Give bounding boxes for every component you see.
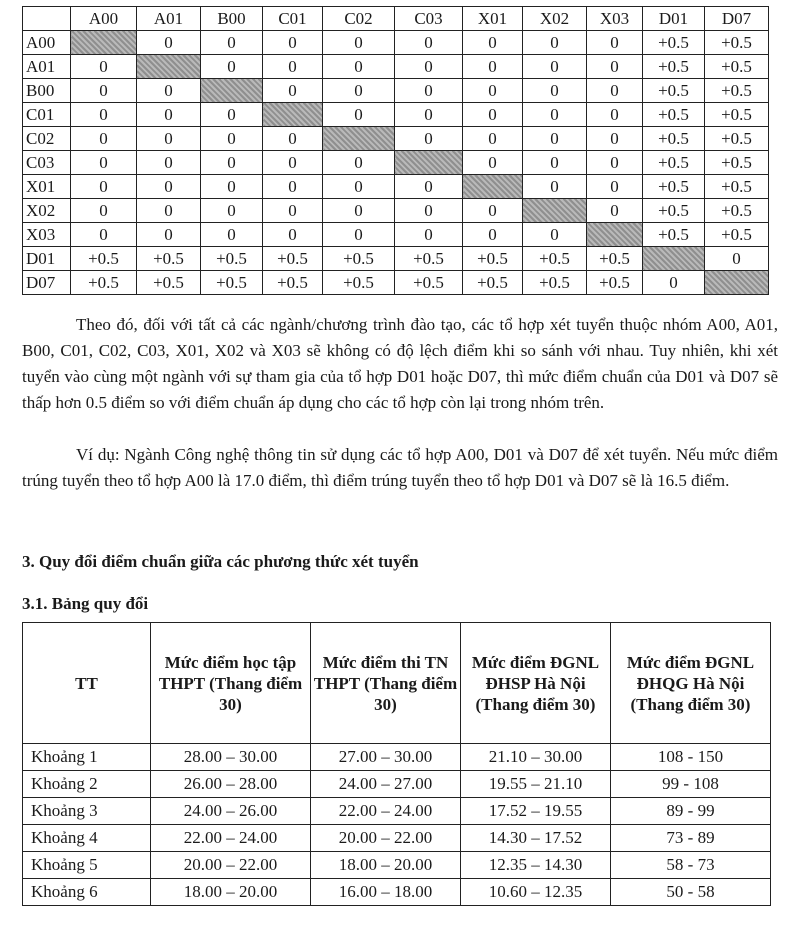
matrix-diagonal-cell <box>263 103 323 127</box>
matrix-cell: +0.5 <box>705 175 769 199</box>
matrix-cell: +0.5 <box>705 31 769 55</box>
matrix-row <box>23 151 769 175</box>
matrix-cell: +0.5 <box>463 247 523 271</box>
matrix-corner-cell <box>23 7 71 31</box>
score-range-cell: 73 - 89 <box>611 825 771 852</box>
matrix-cell: 0 <box>463 223 523 247</box>
conversion-header-row <box>23 623 771 744</box>
range-label-cell: Khoảng 6 <box>23 879 151 906</box>
matrix-cell: 0 <box>395 223 463 247</box>
matrix-cell: +0.5 <box>643 199 705 223</box>
matrix-cell: 0 <box>323 55 395 79</box>
matrix-header-row <box>23 7 769 31</box>
matrix-diagonal-cell <box>587 223 643 247</box>
matrix-cell: 0 <box>323 79 395 103</box>
matrix-cell: 0 <box>523 175 587 199</box>
matrix-cell: 0 <box>137 31 201 55</box>
matrix-cell: 0 <box>395 175 463 199</box>
score-range-cell: 10.60 – 12.35 <box>461 879 611 906</box>
matrix-cell: 0 <box>71 175 137 199</box>
score-range-cell: 21.10 – 30.00 <box>461 744 611 771</box>
matrix-cell: +0.5 <box>705 199 769 223</box>
matrix-cell: +0.5 <box>137 247 201 271</box>
matrix-cell: 0 <box>263 199 323 223</box>
score-range-cell: 18.00 – 20.00 <box>311 852 461 879</box>
matrix-cell: 0 <box>201 175 263 199</box>
matrix-cell: +0.5 <box>323 271 395 295</box>
matrix-cell: +0.5 <box>71 247 137 271</box>
matrix-cell: 0 <box>587 151 643 175</box>
matrix-row-header: A00 <box>23 31 71 55</box>
score-range-cell: 89 - 99 <box>611 798 771 825</box>
conversion-column-header: Mức điểm ĐGNL ĐHQG Hà Nội (Thang điểm 30) <box>611 623 771 744</box>
matrix-row <box>23 223 769 247</box>
section-heading: 3. Quy đổi điểm chuẩn giữa các phương thức xét tuyển <box>22 552 419 571</box>
matrix-cell: 0 <box>395 55 463 79</box>
matrix-cell: 0 <box>395 31 463 55</box>
matrix-row <box>23 199 769 223</box>
matrix-cell: 0 <box>587 199 643 223</box>
matrix-cell: 0 <box>263 223 323 247</box>
matrix-column-header: B00 <box>201 7 263 31</box>
matrix-cell: 0 <box>587 127 643 151</box>
matrix-cell: 0 <box>643 271 705 295</box>
matrix-row-header: C01 <box>23 103 71 127</box>
matrix-row <box>23 55 769 79</box>
matrix-cell: 0 <box>323 103 395 127</box>
matrix-cell: 0 <box>587 103 643 127</box>
matrix-column-header: X02 <box>523 7 587 31</box>
matrix-cell: 0 <box>201 223 263 247</box>
matrix-cell: 0 <box>71 199 137 223</box>
matrix-column-header: C01 <box>263 7 323 31</box>
matrix-cell: +0.5 <box>395 271 463 295</box>
matrix-cell: 0 <box>137 223 201 247</box>
matrix-cell: 0 <box>523 127 587 151</box>
matrix-cell: +0.5 <box>705 151 769 175</box>
matrix-cell: +0.5 <box>201 271 263 295</box>
matrix-cell: +0.5 <box>263 271 323 295</box>
score-range-cell: 24.00 – 26.00 <box>151 798 311 825</box>
score-range-cell: 22.00 – 24.00 <box>151 825 311 852</box>
matrix-cell: 0 <box>201 199 263 223</box>
matrix-row-header: B00 <box>23 79 71 103</box>
matrix-cell: 0 <box>263 31 323 55</box>
range-label-cell: Khoảng 4 <box>23 825 151 852</box>
matrix-diagonal-cell <box>643 247 705 271</box>
matrix-cell: 0 <box>137 127 201 151</box>
matrix-column-header: A00 <box>71 7 137 31</box>
matrix-cell: 0 <box>71 223 137 247</box>
matrix-cell: 0 <box>395 199 463 223</box>
matrix-cell: 0 <box>201 103 263 127</box>
conversion-row <box>23 744 771 771</box>
matrix-diagonal-cell <box>323 127 395 151</box>
matrix-cell: 0 <box>587 79 643 103</box>
score-range-cell: 20.00 – 22.00 <box>311 825 461 852</box>
matrix-cell: 0 <box>71 103 137 127</box>
matrix-diagonal-cell <box>523 199 587 223</box>
conversion-row <box>23 825 771 852</box>
matrix-cell: 0 <box>523 151 587 175</box>
matrix-cell: 0 <box>323 223 395 247</box>
conversion-column-header: Mức điểm học tập THPT (Thang điểm 30) <box>151 623 311 744</box>
matrix-column-header: X03 <box>587 7 643 31</box>
score-range-cell: 28.00 – 30.00 <box>151 744 311 771</box>
matrix-cell: +0.5 <box>643 175 705 199</box>
matrix-row <box>23 247 769 271</box>
example-paragraph: Ví dụ: Ngành Công nghệ thông tin sử dụng các tổ hợp A00, D01 và D07 để xét tuyển. Nếu mức điểm trúng tuyển theo tổ hợp A00 là 17.0 điểm, thì điểm trúng tuyển theo tổ hợp D01 và D07 sẽ là 16.5 điểm. <box>22 445 778 490</box>
matrix-row <box>23 271 769 295</box>
score-range-cell: 16.00 – 18.00 <box>311 879 461 906</box>
matrix-cell: 0 <box>263 151 323 175</box>
matrix-cell: 0 <box>323 31 395 55</box>
matrix-cell: 0 <box>201 31 263 55</box>
score-range-cell: 24.00 – 27.00 <box>311 771 461 798</box>
matrix-column-header: X01 <box>463 7 523 31</box>
score-range-cell: 27.00 – 30.00 <box>311 744 461 771</box>
matrix-cell: +0.5 <box>71 271 137 295</box>
matrix-row-header: C02 <box>23 127 71 151</box>
matrix-cell: 0 <box>463 151 523 175</box>
matrix-cell: 0 <box>137 79 201 103</box>
matrix-cell: +0.5 <box>705 79 769 103</box>
matrix-cell: +0.5 <box>705 223 769 247</box>
score-range-cell: 50 - 58 <box>611 879 771 906</box>
score-range-cell: 17.52 – 19.55 <box>461 798 611 825</box>
matrix-cell: +0.5 <box>323 247 395 271</box>
matrix-row <box>23 79 769 103</box>
matrix-row-header: X03 <box>23 223 71 247</box>
score-range-cell: 19.55 – 21.10 <box>461 771 611 798</box>
matrix-cell: 0 <box>201 151 263 175</box>
conversion-column-header: Mức điểm thi TN THPT (Thang điểm 30) <box>311 623 461 744</box>
matrix-diagonal-cell <box>463 175 523 199</box>
matrix-cell: +0.5 <box>643 103 705 127</box>
matrix-cell: 0 <box>137 103 201 127</box>
matrix-cell: 0 <box>395 103 463 127</box>
matrix-cell: 0 <box>263 79 323 103</box>
matrix-cell: 0 <box>523 55 587 79</box>
matrix-cell: 0 <box>71 79 137 103</box>
matrix-cell: 0 <box>463 79 523 103</box>
matrix-cell: +0.5 <box>201 247 263 271</box>
matrix-cell: +0.5 <box>587 247 643 271</box>
matrix-row <box>23 127 769 151</box>
score-conversion-table <box>22 622 771 906</box>
matrix-cell: +0.5 <box>643 55 705 79</box>
matrix-row <box>23 103 769 127</box>
matrix-cell: +0.5 <box>643 31 705 55</box>
matrix-cell: 0 <box>523 103 587 127</box>
matrix-cell: 0 <box>587 175 643 199</box>
matrix-cell: 0 <box>201 55 263 79</box>
matrix-cell: 0 <box>463 199 523 223</box>
matrix-cell: +0.5 <box>643 127 705 151</box>
matrix-diagonal-cell <box>395 151 463 175</box>
matrix-cell: +0.5 <box>643 223 705 247</box>
matrix-cell: 0 <box>523 223 587 247</box>
matrix-cell: +0.5 <box>395 247 463 271</box>
matrix-row <box>23 31 769 55</box>
matrix-column-header: A01 <box>137 7 201 31</box>
matrix-cell: 0 <box>323 175 395 199</box>
matrix-cell: +0.5 <box>463 271 523 295</box>
matrix-cell: +0.5 <box>137 271 201 295</box>
score-range-cell: 12.35 – 14.30 <box>461 852 611 879</box>
matrix-cell: +0.5 <box>263 247 323 271</box>
score-range-cell: 108 - 150 <box>611 744 771 771</box>
matrix-cell: +0.5 <box>643 79 705 103</box>
conversion-column-header: TT <box>23 623 151 744</box>
score-range-cell: 22.00 – 24.00 <box>311 798 461 825</box>
matrix-diagonal-cell <box>705 271 769 295</box>
matrix-cell: +0.5 <box>705 103 769 127</box>
score-range-cell: 18.00 – 20.00 <box>151 879 311 906</box>
matrix-column-header: D07 <box>705 7 769 31</box>
matrix-cell: 0 <box>137 199 201 223</box>
matrix-cell: +0.5 <box>523 271 587 295</box>
matrix-row-header: C03 <box>23 151 71 175</box>
matrix-cell: 0 <box>71 55 137 79</box>
matrix-cell: 0 <box>201 127 263 151</box>
matrix-cell: 0 <box>587 31 643 55</box>
matrix-diagonal-cell <box>71 31 137 55</box>
matrix-cell: 0 <box>137 151 201 175</box>
matrix-row-header: A01 <box>23 55 71 79</box>
matrix-cell: 0 <box>523 79 587 103</box>
matrix-cell: 0 <box>137 175 201 199</box>
matrix-cell: 0 <box>71 127 137 151</box>
matrix-row-header: D01 <box>23 247 71 271</box>
matrix-cell: +0.5 <box>643 151 705 175</box>
matrix-cell: +0.5 <box>523 247 587 271</box>
matrix-cell: +0.5 <box>705 55 769 79</box>
conversion-row <box>23 771 771 798</box>
matrix-cell: 0 <box>463 127 523 151</box>
matrix-cell: 0 <box>463 31 523 55</box>
matrix-column-header: C03 <box>395 7 463 31</box>
matrix-diagonal-cell <box>137 55 201 79</box>
score-range-cell: 58 - 73 <box>611 852 771 879</box>
matrix-cell: 0 <box>523 31 587 55</box>
matrix-cell: 0 <box>263 175 323 199</box>
conversion-row <box>23 798 771 825</box>
range-label-cell: Khoảng 3 <box>23 798 151 825</box>
matrix-column-header: C02 <box>323 7 395 31</box>
score-range-cell: 20.00 – 22.00 <box>151 852 311 879</box>
matrix-cell: 0 <box>705 247 769 271</box>
subsection-heading: 3.1. Bảng quy đổi <box>22 594 149 613</box>
matrix-cell: +0.5 <box>705 127 769 151</box>
matrix-cell: 0 <box>71 151 137 175</box>
matrix-cell: 0 <box>395 127 463 151</box>
conversion-column-header: Mức điểm ĐGNL ĐHSP Hà Nội (Thang điểm 30) <box>461 623 611 744</box>
matrix-cell: 0 <box>587 55 643 79</box>
matrix-cell: 0 <box>323 151 395 175</box>
matrix-cell: 0 <box>323 199 395 223</box>
matrix-row-header: D07 <box>23 271 71 295</box>
range-label-cell: Khoảng 2 <box>23 771 151 798</box>
matrix-cell: 0 <box>395 79 463 103</box>
matrix-row <box>23 175 769 199</box>
score-range-cell: 26.00 – 28.00 <box>151 771 311 798</box>
conversion-row <box>23 879 771 906</box>
matrix-cell: 0 <box>263 127 323 151</box>
matrix-cell: 0 <box>463 55 523 79</box>
matrix-column-header: D01 <box>643 7 705 31</box>
matrix-cell: 0 <box>263 55 323 79</box>
explanation-paragraph: Theo đó, đối với tất cả các ngành/chương trình đào tạo, các tổ hợp xét tuyển thuộc nhóm A00, A01, B00, C01, C02, C03, X01, X02 và X03 sẽ không có độ lệch điểm khi so sánh với nhau. Tuy nhiên, khi xét tuyển vào cùng một ngành với sự tham gia của tổ hợp D01 hoặc D07, thì mức điểm chuẩn của D01 và D07 sẽ thấp hơn 0.5 điểm so với điểm chuẩn áp dụng cho các tổ hợp còn lại trong nhóm trên. <box>22 315 778 412</box>
range-label-cell: Khoảng 5 <box>23 852 151 879</box>
combination-deviation-matrix <box>22 6 769 295</box>
matrix-cell: 0 <box>463 103 523 127</box>
matrix-row-header: X02 <box>23 199 71 223</box>
matrix-row-header: X01 <box>23 175 71 199</box>
range-label-cell: Khoảng 1 <box>23 744 151 771</box>
score-range-cell: 14.30 – 17.52 <box>461 825 611 852</box>
matrix-cell: +0.5 <box>587 271 643 295</box>
conversion-row <box>23 852 771 879</box>
score-range-cell: 99 - 108 <box>611 771 771 798</box>
matrix-diagonal-cell <box>201 79 263 103</box>
